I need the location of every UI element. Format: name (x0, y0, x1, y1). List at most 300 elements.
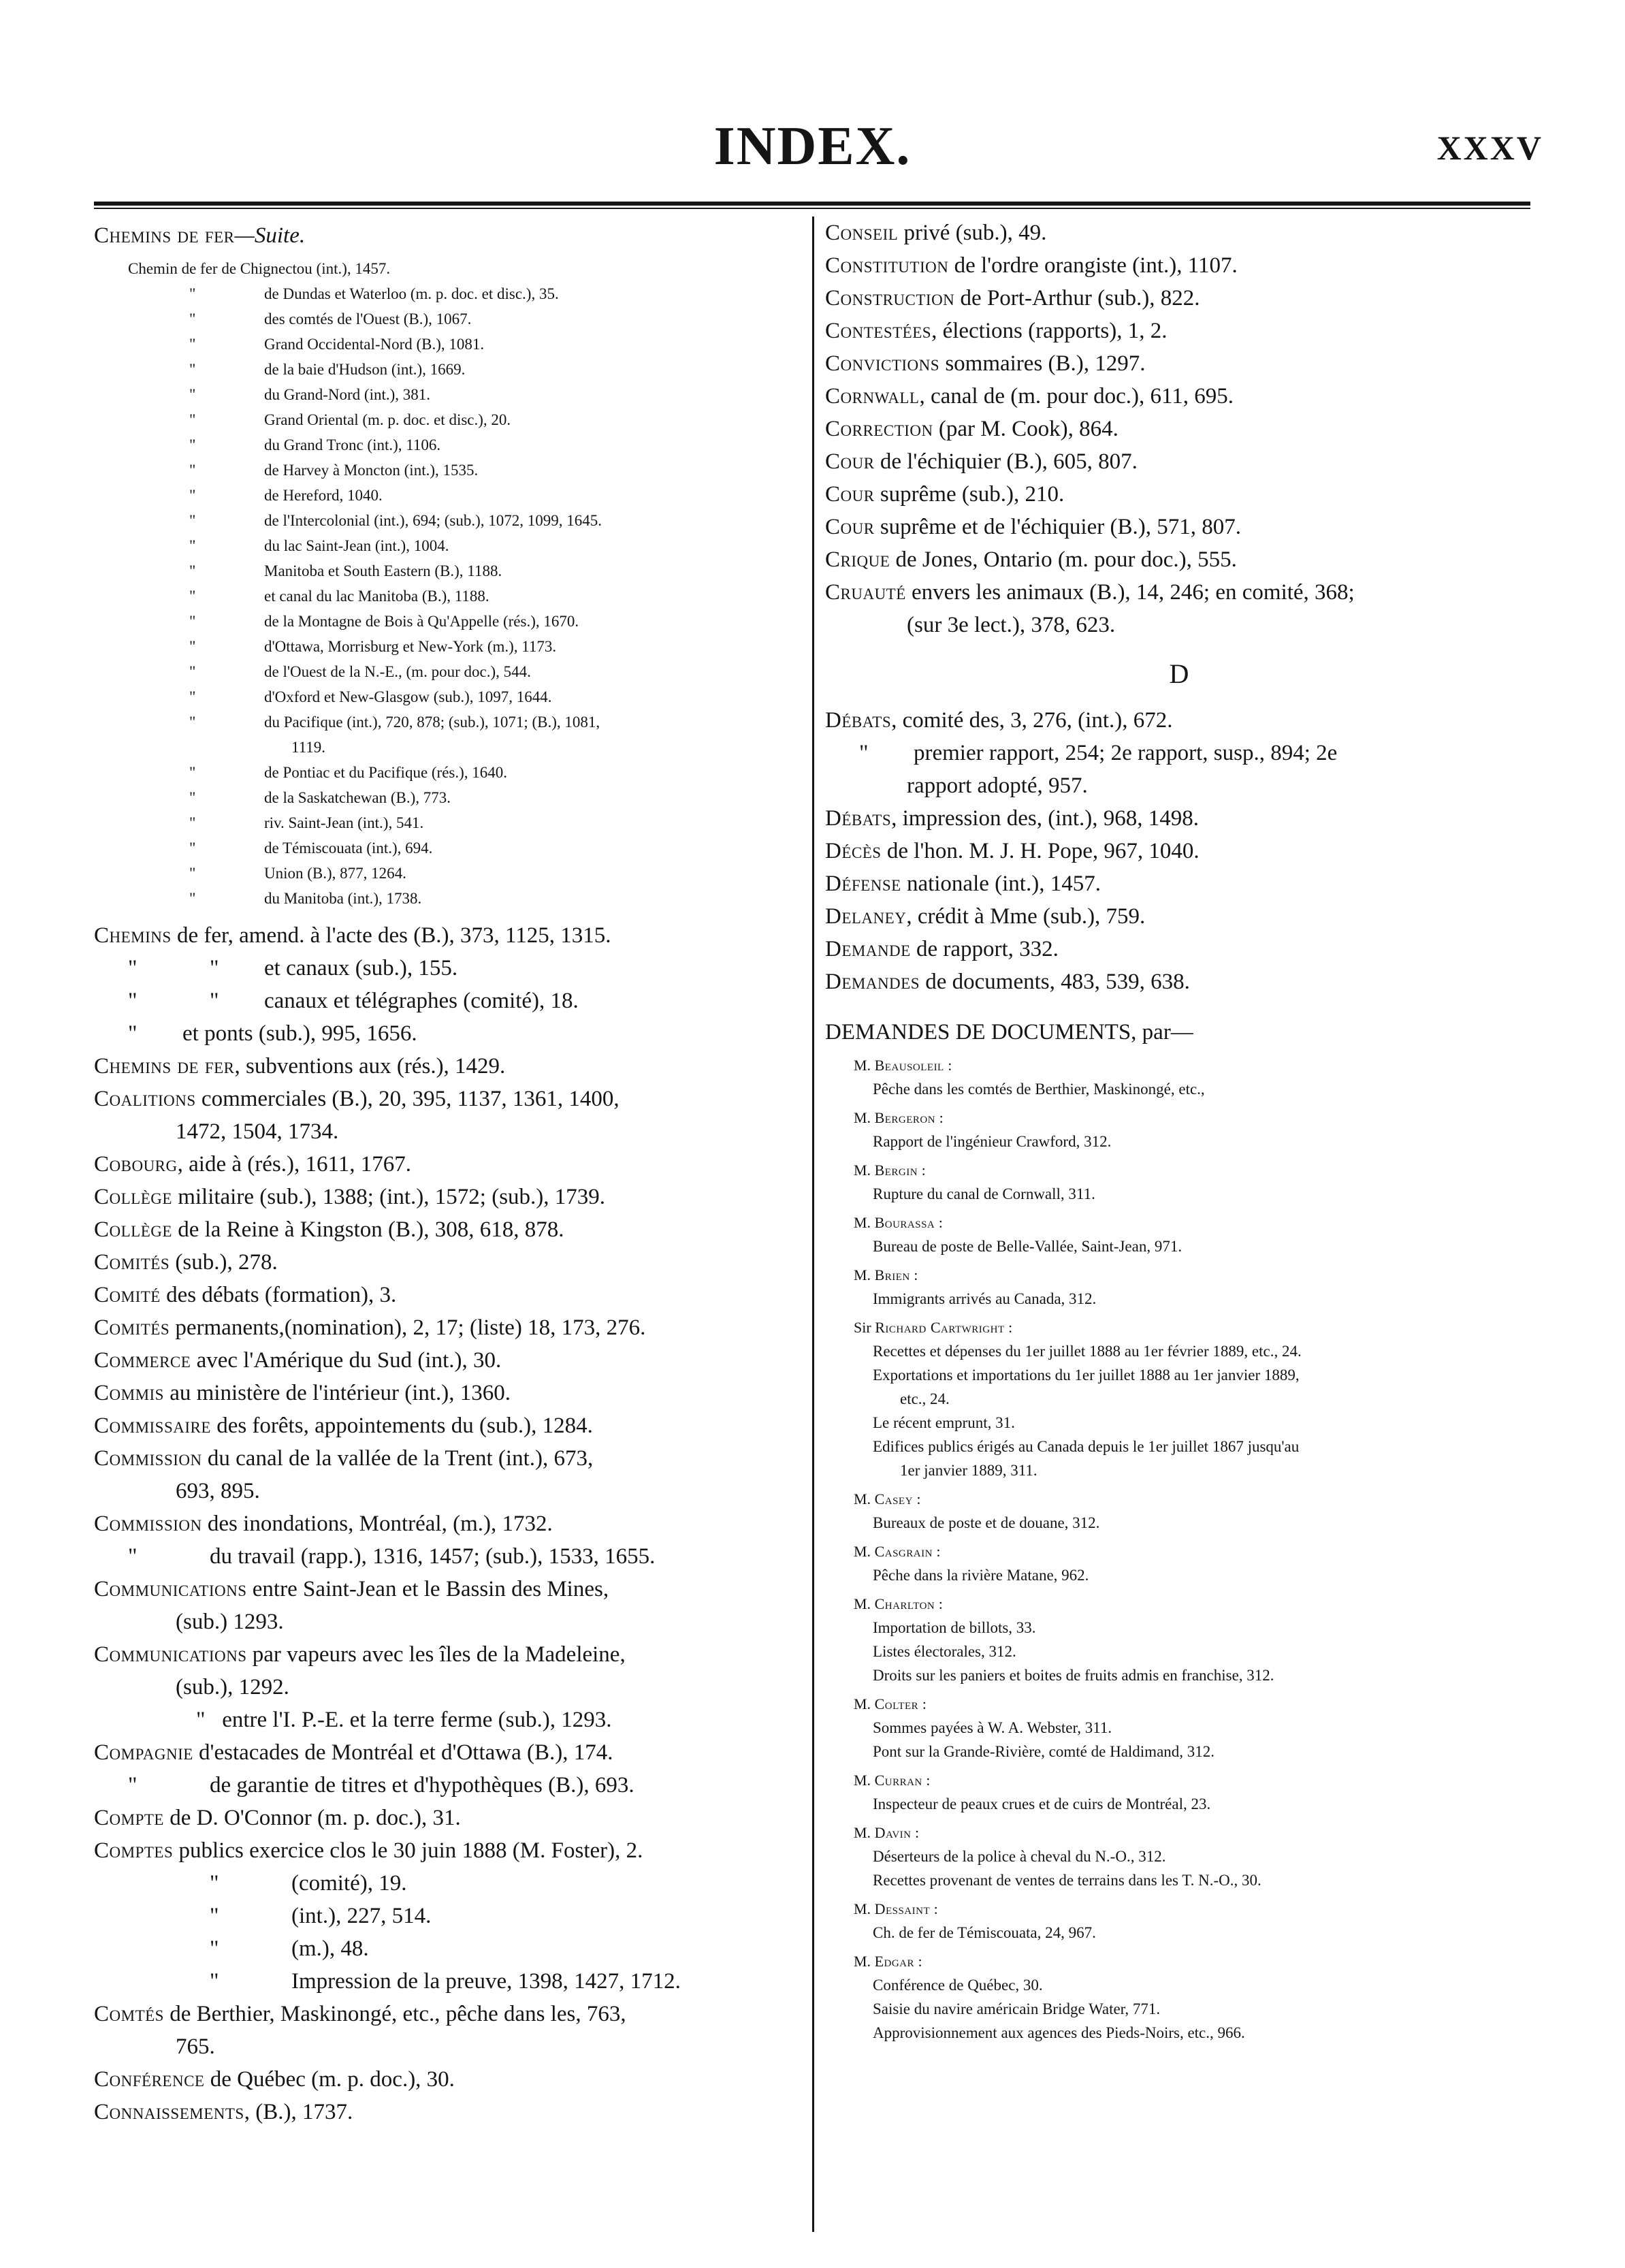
index-entry (825, 933, 1533, 965)
index-entry (825, 282, 1533, 315)
chemin-sub-entry (94, 432, 802, 458)
colon: : (944, 1057, 952, 1074)
entry-text: et ponts (sub.), 995, 1656. (182, 1021, 417, 1046)
ditto-mark: " (189, 840, 196, 857)
person-prefix: M. (854, 1057, 875, 1074)
chemin-sub-entry (94, 835, 802, 861)
chemin-sub-entry (94, 684, 802, 709)
entry-text: riv. Saint-Jean (int.), 541. (264, 814, 424, 831)
index-entry (94, 1507, 802, 1540)
chemin-sub-entry (94, 458, 802, 483)
entry-continuation: 693, 895. (176, 1479, 260, 1503)
section-letter-d: D (1169, 658, 1189, 689)
chemin-lead-entry: Chemin de fer de Chignectou (int.), 1457. (128, 260, 391, 277)
entry-text: de Berthier, Maskinongé, etc., pêche dans les, 763, (163, 2002, 626, 2026)
entry-text: des inondations, Montréal, (m.), 1732. (202, 1512, 553, 1536)
ditto-mark: " (210, 1871, 219, 1896)
entry-text: de Témiscouata (int.), 694. (264, 840, 433, 857)
index-entry (825, 802, 1533, 835)
entry-term: Convictions (825, 351, 940, 376)
person-item: Immigrants arrivés au Canada, 312. (873, 1290, 1097, 1307)
index-entry (825, 217, 1533, 249)
ditto-mark: " (189, 310, 196, 328)
chemin-sub-entry (94, 281, 802, 306)
index-entry (94, 1769, 802, 1802)
entry-text: de documents, 483, 539, 638. (920, 970, 1190, 994)
person-name (825, 1898, 1533, 1921)
ditto-mark: " (189, 462, 196, 479)
heading-term: Chemins de fer (94, 223, 235, 248)
person-surname: Casgrain (874, 1543, 933, 1560)
person-item: Importation de billots, 33. (873, 1619, 1036, 1636)
entry-text: , subventions aux (rés.), 1429. (234, 1054, 506, 1079)
ditto-mark: " (189, 336, 196, 353)
person-item: Approvisionnement aux agences des Pieds-Noirs, etc., 966. (873, 2024, 1245, 2041)
entry-text: de l'hon. M. J. H. Pope, 967, 1040. (881, 839, 1200, 863)
entry-text: du lac Saint-Jean (int.), 1004. (264, 537, 449, 554)
colon: : (935, 1595, 943, 1612)
colon: : (932, 1543, 941, 1560)
entry-term: Commissaire (94, 1413, 211, 1438)
index-entry (94, 1148, 802, 1181)
person-surname: Curran (874, 1772, 922, 1789)
entry-term: Correction (825, 417, 933, 441)
index-entry (94, 1704, 802, 1736)
entry-term: Débats (825, 806, 892, 831)
heading-suite: —Suite. (234, 223, 306, 248)
chemin-sub-entry (94, 357, 802, 382)
person-surname: Charlton (874, 1595, 935, 1612)
person-surname: Colter (874, 1695, 919, 1712)
index-entry (94, 985, 802, 1017)
entry-term: Cour (825, 449, 875, 474)
entry-text: envers les animaux (B.), 14, 246; en comité, 368; (905, 580, 1355, 605)
ditto-mark: " (210, 1969, 219, 1994)
entry-text: Grand Oriental (m. p. doc. et disc.), 20. (264, 411, 511, 428)
entry-term: Débats (825, 708, 892, 733)
index-entry (94, 1344, 802, 1377)
entry-continuation: (sub.), 1292. (176, 1675, 289, 1699)
person-item: Rupture du canal de Cornwall, 311. (873, 1185, 1095, 1202)
ditto-mark: " (189, 663, 196, 680)
entry-text: de Hereford, 1040. (264, 487, 383, 504)
ditto-mark: " (189, 789, 196, 806)
ditto-mark: " (210, 989, 219, 1013)
entry-text: suprême et de l'échiquier (B.), 571, 807. (874, 515, 1241, 539)
person-item: Pont sur la Grande-Rivière, comté de Haldimand, 312. (873, 1743, 1215, 1760)
entry-term: Comités (94, 1315, 170, 1340)
person-item: Droits sur les paniers et boites de fruits admis en franchise, 312. (873, 1667, 1274, 1684)
colon: : (922, 1772, 931, 1789)
person-prefix: M. (854, 1953, 875, 1970)
person-item: Edifices publics érigés au Canada depuis le 1er juillet 1867 jusqu'au (873, 1438, 1300, 1455)
entry-text: d'estacades de Montréal et d'Ottawa (B.), 174. (193, 1740, 613, 1765)
person-item: Listes électorales, 312. (873, 1643, 1016, 1660)
person-prefix: M. (854, 1900, 875, 1917)
person-name (825, 1159, 1533, 1182)
index-entry (94, 1834, 802, 1867)
right-column (825, 217, 1533, 2045)
index-entry (94, 1900, 802, 1932)
entry-term: Défense (825, 872, 901, 896)
person-name (825, 1054, 1533, 1077)
entry-term: Cornwall (825, 384, 920, 409)
person-name (825, 1316, 1533, 1339)
entry-continuation: (sub.) 1293. (176, 1610, 284, 1634)
person-item: Rapport de l'ingénieur Crawford, 312. (873, 1133, 1112, 1150)
person-item: Exportations et importations du 1er juillet 1888 au 1er janvier 1889, (873, 1367, 1300, 1384)
entry-term: Conseil (825, 221, 899, 245)
entry-term: Crique (825, 547, 890, 572)
ditto-mark: " (189, 487, 196, 504)
chemin-sub-entry (94, 709, 802, 735)
ditto-mark: " (128, 1544, 138, 1569)
index-entry (825, 413, 1533, 445)
index-entry (825, 511, 1533, 543)
index-entry (825, 315, 1533, 347)
index-entry (825, 478, 1533, 511)
entry-term: Coalitions (94, 1087, 196, 1111)
entry-text: , crédit à Mme (sub.), 759. (906, 904, 1146, 929)
person-surname: Davin (874, 1824, 912, 1841)
index-entry (94, 1377, 802, 1409)
entry-text: de garantie de titres et d'hypothèques (B.), 693. (210, 1773, 634, 1798)
person-surname: Bergeron (874, 1109, 936, 1126)
entry-term: Commission (94, 1446, 202, 1471)
index-entry (825, 704, 1533, 737)
entry-term: Compagnie (94, 1740, 193, 1765)
entry-text: de la Montagne de Bois à Qu'Appelle (rés.), 1670. (264, 613, 579, 630)
index-entry (94, 1998, 802, 2030)
entry-text: de fer, amend. à l'acte des (B.), 373, 1125, 1315. (171, 923, 611, 948)
entry-term: Contestées (825, 319, 932, 343)
ditto-mark: " (189, 613, 196, 630)
entry-term: Compte (94, 1806, 164, 1830)
person-name (825, 1106, 1533, 1130)
person-surname: Bergin (874, 1162, 918, 1179)
index-entry (94, 1246, 802, 1279)
index-entry (825, 543, 1533, 576)
chemin-sub-entry (94, 810, 802, 835)
person-surname: Beausoleil (874, 1057, 944, 1074)
entry-text: avec l'Amérique du Sud (int.), 30. (191, 1348, 502, 1373)
ditto-mark: " (189, 764, 196, 781)
person-prefix: M. (854, 1695, 875, 1712)
person-name (825, 1540, 1533, 1563)
entry-term: Cruauté (825, 580, 906, 605)
chemin-sub-entry (94, 659, 802, 684)
chemin-sub-entry (94, 483, 802, 508)
entry-text: au ministère de l'intérieur (int.), 1360. (163, 1381, 511, 1405)
entry-text: (sub.), 278. (170, 1250, 278, 1275)
chemin-sub-entry (94, 382, 802, 407)
index-entry (94, 1115, 802, 1148)
index-entry (94, 1671, 802, 1704)
person-prefix: M. (854, 1490, 875, 1507)
entry-text: de Québec (m. p. doc.), 30. (204, 2067, 455, 2092)
entry-text: suprême (sub.), 210. (874, 482, 1065, 507)
index-entry (94, 1409, 802, 1442)
index-entry (825, 380, 1533, 413)
entry-text: publics exercice clos le 30 juin 1888 (M. Foster), 2. (173, 1838, 643, 1863)
entry-text: de Dundas et Waterloo (m. p. doc. et disc.), 35. (264, 285, 559, 302)
demandes-persons (825, 1054, 1533, 2045)
entry-term: Collège (94, 1185, 172, 1209)
index-entry (94, 1867, 802, 1900)
left-index-entries (94, 919, 802, 2128)
entry-term: Commission (94, 1512, 202, 1536)
index-entry (825, 835, 1533, 867)
person-name (825, 1693, 1533, 1716)
ditto-mark: " (189, 865, 196, 882)
ditto-mark: " (128, 1021, 138, 1046)
entry-text: entre Saint-Jean et le Bassin des Mines, (246, 1577, 609, 1601)
colon: : (914, 1953, 922, 1970)
person-prefix: M. (854, 1214, 875, 1231)
index-entry (825, 965, 1533, 998)
header-rule (94, 202, 1530, 206)
entry-text: nationale (int.), 1457. (901, 872, 1101, 896)
index-entry (94, 1311, 802, 1344)
entry-continuation: 1472, 1504, 1734. (176, 1119, 339, 1144)
entry-text: par vapeurs avec les îles de la Madeleine, (246, 1642, 626, 1667)
ditto-mark: " (189, 436, 196, 453)
colon: : (930, 1900, 938, 1917)
entry-text: Manitoba et South Eastern (B.), 1188. (264, 562, 502, 579)
person-item: Le récent emprunt, 31. (873, 1414, 1015, 1431)
entry-term: Chemins (94, 923, 172, 948)
person-name (825, 1769, 1533, 1792)
ditto-mark: " (210, 1936, 219, 1961)
ditto-mark: " (189, 714, 196, 731)
ditto-mark: " (859, 741, 869, 765)
chemin-sub-entry (94, 533, 802, 558)
entry-continuation: rapport adopté, 957. (907, 773, 1088, 798)
ditto-mark: " (128, 1773, 138, 1798)
person-item: Saisie du navire américain Bridge Water, 771. (873, 2000, 1161, 2017)
chemin-sub-entry (94, 332, 802, 357)
entry-term: Cour (825, 515, 875, 539)
entry-text: et canal du lac Manitoba (B.), 1188. (264, 588, 489, 605)
ditto-mark: " (189, 512, 196, 529)
entry-text: , impression des, (int.), 968, 1498. (891, 806, 1200, 831)
chemin-sub-entry (94, 306, 802, 332)
entry-text: du Grand-Nord (int.), 381. (264, 386, 431, 403)
entry-text: , (B.), 1737. (244, 2100, 353, 2124)
entry-text: commerciales (B.), 20, 395, 1137, 1361, 1400, (195, 1087, 620, 1111)
index-entry (825, 445, 1533, 478)
entry-term: Commis (94, 1381, 164, 1405)
entry-text: (int.), 227, 514. (291, 1904, 432, 1928)
entry-term: Collège (94, 1217, 172, 1242)
entry-term: Commerce (94, 1348, 191, 1373)
index-entry (825, 769, 1533, 802)
entry-text: , aide à (rés.), 1611, 1767. (177, 1152, 411, 1177)
index-entry (94, 1736, 802, 1769)
person-surname: Richard Cartwright (875, 1319, 1005, 1336)
index-entry (825, 347, 1533, 380)
entry-text: de l'échiquier (B.), 605, 807. (874, 449, 1138, 474)
index-entry (825, 900, 1533, 933)
ditto-mark: " (189, 588, 196, 605)
person-prefix: M. (854, 1543, 875, 1560)
entry-term: Comités (94, 1250, 170, 1275)
index-entry (94, 1017, 802, 1050)
entry-term: Delaney (825, 904, 907, 929)
entry-term: Décès (825, 839, 882, 863)
entry-text: des débats (formation), 3. (160, 1283, 397, 1307)
chemin-sub-entries (94, 281, 802, 911)
entry-text: des comtés de l'Ouest (B.), 1067. (264, 310, 472, 328)
ditto-mark: " (210, 956, 219, 980)
person-prefix: Sir (854, 1319, 875, 1336)
entry-term: Comptes (94, 1838, 174, 1863)
entry-text: du canal de la vallée de la Trent (int.), 673, (202, 1446, 594, 1471)
chemin-sub-entry (94, 558, 802, 584)
ditto-mark: " (196, 1708, 206, 1732)
entry-term: Construction (825, 286, 955, 310)
entry-text: militaire (sub.), 1388; (int.), 1572; (sub.), 1739. (172, 1185, 606, 1209)
index-entry (825, 867, 1533, 900)
entry-text: de l'Intercolonial (int.), 694; (sub.), 1072, 1099, 1645. (264, 512, 602, 529)
page-title: INDEX. (713, 116, 912, 176)
entry-text: du travail (rapp.), 1316, 1457; (sub.), 1533, 1655. (210, 1544, 656, 1569)
entry-text: d'Oxford et New-Glasgow (sub.), 1097, 1644. (264, 688, 552, 705)
ditto-mark: " (189, 688, 196, 705)
entry-text: d'Ottawa, Morrisburg et New-York (m.), 1173. (264, 638, 557, 655)
chemin-sub-entry (94, 785, 802, 810)
index-entry (825, 576, 1533, 609)
ditto-mark: " (189, 537, 196, 554)
person-item: etc., 24. (900, 1390, 950, 1407)
entry-text: , comité des, 3, 276, (int.), 672. (891, 708, 1173, 733)
entry-term: Cobourg (94, 1152, 178, 1177)
ditto-mark: " (210, 1904, 219, 1928)
index-entry (94, 1802, 802, 1834)
person-prefix: M. (854, 1109, 875, 1126)
entry-text: de la baie d'Hudson (int.), 1669. (264, 361, 466, 378)
index-entry (94, 1638, 802, 1671)
person-name (825, 1821, 1533, 1844)
c-index-entries (825, 217, 1533, 641)
entry-term: Cour (825, 482, 875, 507)
person-item: Recettes provenant de ventes de terrains dans les T. N.-O., 30. (873, 1872, 1261, 1889)
entry-text: entre l'I. P.-E. et la terre ferme (sub.), 1293. (205, 1708, 612, 1732)
entry-text: de l'Ouest de la N.-E., (m. pour doc.), 544. (264, 663, 531, 680)
entry-text: et canaux (sub.), 155. (264, 956, 458, 980)
person-surname: Casey (874, 1490, 913, 1507)
entry-continuation: (sur 3e lect.), 378, 623. (907, 613, 1116, 637)
entry-term: Conférence (94, 2067, 205, 2092)
person-surname: Edgar (874, 1953, 915, 1970)
index-entry (94, 1083, 802, 1115)
entry-text: de D. O'Connor (m. p. doc.), 31. (163, 1806, 461, 1830)
ditto-mark: " (189, 386, 196, 403)
ditto-mark: " (189, 638, 196, 655)
index-entry (94, 1050, 802, 1083)
entry-text: (comité), 19. (291, 1871, 407, 1896)
entry-text: de la Saskatchewan (B.), 773. (264, 789, 451, 806)
entry-text: Grand Occidental-Nord (B.), 1081. (264, 336, 485, 353)
ditto-mark: " (189, 361, 196, 378)
person-prefix: M. (854, 1772, 875, 1789)
person-name (825, 1264, 1533, 1287)
entry-term: Comité (94, 1283, 161, 1307)
entry-text: de la Reine à Kingston (B.), 308, 618, 878. (172, 1217, 564, 1242)
entry-text: Impression de la preuve, 1398, 1427, 1712. (291, 1969, 681, 1994)
ditto-mark: " (189, 285, 196, 302)
colon: : (935, 1214, 943, 1231)
entry-text: du Pacifique (int.), 720, 878; (sub.), 1071; (B.), 1081, (264, 714, 600, 731)
entry-text: de l'ordre orangiste (int.), 1107. (948, 253, 1238, 278)
left-column (94, 217, 802, 2128)
chemin-sub-entry (94, 735, 802, 760)
index-entry (94, 1540, 802, 1573)
index-entry (825, 249, 1533, 282)
person-prefix: M. (854, 1595, 875, 1612)
index-entry (94, 1965, 802, 1998)
person-item: Pêche dans les comtés de Berthier, Maskinongé, etc., (873, 1081, 1205, 1098)
entry-text: Union (B.), 877, 1264. (264, 865, 406, 882)
colon: : (912, 1490, 921, 1507)
person-item: Bureaux de poste et de douane, 312. (873, 1514, 1100, 1531)
entry-term: Comtés (94, 2002, 164, 2026)
entry-term: Demandes (825, 970, 920, 994)
chemin-sub-entry (94, 861, 802, 886)
entry-text: de Harvey à Moncton (int.), 1535. (264, 462, 479, 479)
colon: : (918, 1695, 927, 1712)
entry-text: de Port-Arthur (sub.), 822. (954, 286, 1200, 310)
d-index-entries (825, 704, 1533, 998)
chemin-sub-entry (94, 584, 802, 609)
ditto-mark: " (128, 956, 138, 980)
index-entry (94, 1606, 802, 1638)
section-heading (94, 219, 802, 252)
entry-term: Communications (94, 1642, 247, 1667)
person-prefix: M. (854, 1824, 875, 1841)
entry-text: du Grand Tronc (int.), 1106. (264, 436, 441, 453)
index-entry (94, 1932, 802, 1965)
colon: : (935, 1109, 944, 1126)
entry-text: de Jones, Ontario (m. pour doc.), 555. (890, 547, 1237, 572)
entry-text: (m.), 48. (291, 1936, 369, 1961)
entry-term: Demande (825, 937, 911, 961)
person-item: Pêche dans la rivière Matane, 962. (873, 1567, 1089, 1584)
index-entry (94, 1442, 802, 1475)
index-entry (94, 2096, 802, 2128)
entry-text: de Pontiac et du Pacifique (rés.), 1640. (264, 764, 508, 781)
person-name (825, 1488, 1533, 1511)
entry-term: Connaissements (94, 2100, 244, 2124)
person-item: Inspecteur de peaux crues et de cuirs de Montréal, 23. (873, 1795, 1211, 1812)
index-entry (94, 1279, 802, 1311)
ditto-mark: " (128, 989, 138, 1013)
chemin-sub-entry (94, 886, 802, 911)
person-item: Déserteurs de la police à cheval du N.-O., 312. (873, 1848, 1166, 1865)
person-prefix: M. (854, 1162, 875, 1179)
index-entry (825, 609, 1533, 641)
index-entry (94, 919, 802, 952)
entry-text: , élections (rapports), 1, 2. (931, 319, 1168, 343)
entry-text: (par M. Cook), 864. (933, 417, 1119, 441)
index-entry (94, 2030, 802, 2063)
entry-term: Chemins de fer (94, 1054, 235, 1079)
entry-text: , canal de (m. pour doc.), 611, 695. (919, 384, 1234, 409)
ditto-mark: " (189, 890, 196, 907)
header-rule-thin (94, 208, 1530, 209)
person-surname: Dessaint (874, 1900, 931, 1917)
colon: : (910, 1266, 918, 1283)
